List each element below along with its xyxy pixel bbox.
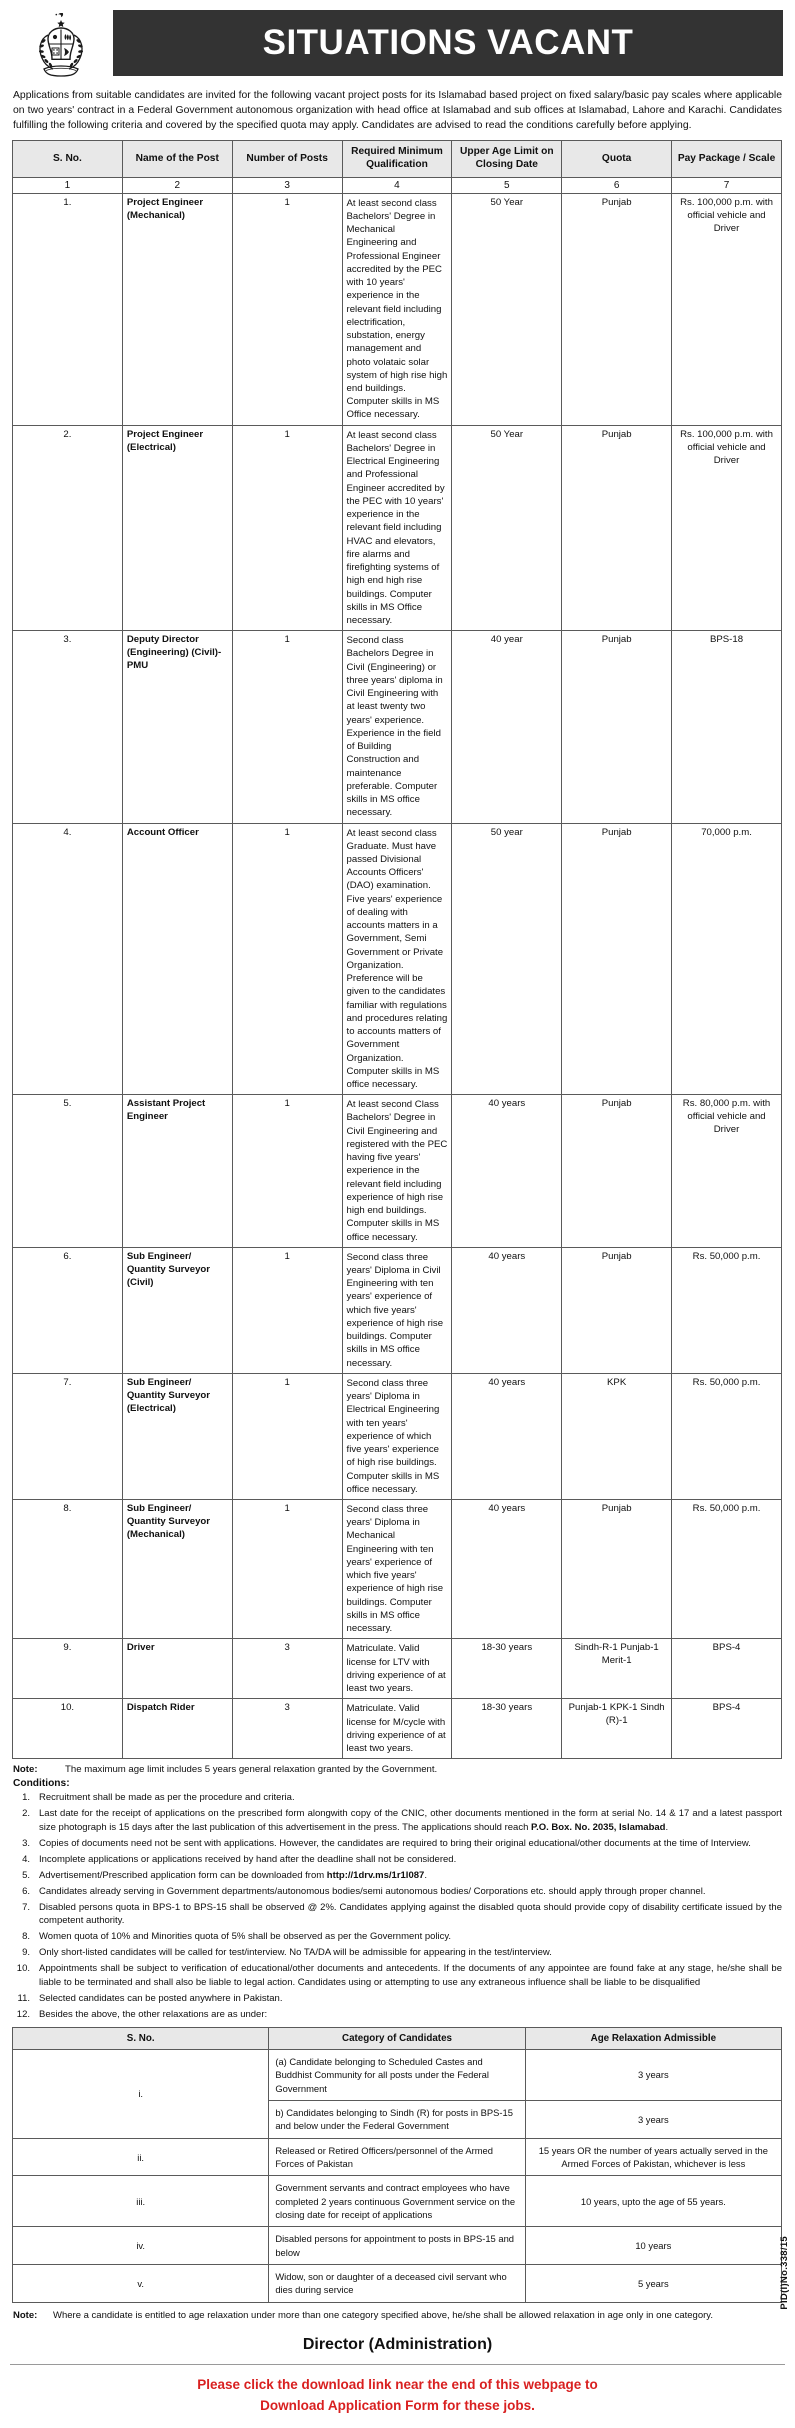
emblem-container (8, 8, 113, 82)
relaxation-final-note (13, 2309, 782, 2322)
relax-serial-number: v. (13, 2265, 269, 2303)
row-serial-number: 7. (13, 1373, 123, 1499)
condition-item (13, 1901, 782, 1928)
download-notice (0, 2365, 795, 2428)
vacancies-table-head (13, 141, 782, 178)
table-row (13, 2265, 782, 2303)
condition-number: 8. (22, 1931, 30, 1943)
condition-text (39, 1837, 782, 1850)
condition-body: Women quota of 10% and Minorities quota of 5% shall be observed as per the Government policy. (39, 1931, 452, 1943)
row-serial-number: 5. (13, 1095, 123, 1248)
row-age-limit: 40 year (452, 631, 562, 823)
condition-body: Advertisement/Prescribed application form can be downloaded from (39, 1869, 327, 1881)
age-note-text: The maximum age limit includes 5 years general relaxation granted by the Government. (65, 1764, 438, 1776)
condition-item (13, 1869, 782, 1882)
row-qualification: Second class three years' Diploma in Civil Engineering with ten years' experience of which five years' experience of high rise buildings. Computer skills in MS office necessary. (342, 1247, 452, 1373)
table-row (13, 193, 782, 425)
condition-item (13, 1853, 782, 1866)
relax-serial-number: ii. (13, 2138, 269, 2176)
condition-tail: . (424, 1869, 427, 1881)
column-number: 2 (122, 177, 232, 193)
relax-category: Disabled persons for appointment to posts in BPS-15 and below (269, 2227, 525, 2265)
row-quota: Punjab (562, 1500, 672, 1639)
row-age-limit: 50 year (452, 823, 562, 1095)
condition-emphasis[interactable]: http://1drv.ms/1r1l087 (326, 1869, 425, 1881)
row-pay-package: 70,000 p.m. (672, 823, 782, 1095)
row-post-name: Sub Engineer/ Quantity Surveyor (Electrical) (122, 1373, 232, 1499)
relax-age: 15 years OR the number of years actually served in the Armed Forces of Pakistan, whichever is less (525, 2138, 781, 2176)
row-number-of-posts: 1 (232, 425, 342, 631)
row-serial-number: 2. (13, 425, 123, 631)
condition-body: Copies of documents need not be sent with applications. However, the candidates are required to bring their original educational/other documents at the time of Interview. (39, 1837, 751, 1849)
row-number-of-posts: 1 (232, 1247, 342, 1373)
column-number: 7 (672, 177, 782, 193)
col-header-qual: Required Minimum Qualification (342, 141, 452, 178)
row-number-of-posts: 3 (232, 1639, 342, 1699)
condition-item (13, 2008, 782, 2021)
relax-serial-number: iii. (13, 2176, 269, 2227)
condition-body: Last date for the receipt of applications on the prescribed form alongwith copy of the CNIC, other documents mentioned in the form at serial No. 14 & 17 and a latest passport size photograph is 15 days after the last publication of this advertisement in the press. The applications should reach (39, 1808, 782, 1833)
table-row (13, 1639, 782, 1699)
row-age-limit: 40 years (452, 1247, 562, 1373)
row-qualification: At least second Class Bachelors' Degree in Civil Engineering and registered with the PEC having five years' experience in the relevant field including experience of high rise high end buildings. Computer skills in MS office necessary. (342, 1095, 452, 1248)
row-age-limit: 40 years (452, 1373, 562, 1499)
row-qualification: At least second class Bachelors' Degree in Mechanical Engineering and Professional Engineer accredited by the PEC with 10 years' experience in the relevant field including electrification, substation, energy management and photo volataic solar system of high rise high end buildings. Computer skills in MS Office necessary. (342, 193, 452, 425)
row-post-name: Sub Engineer/ Quantity Surveyor (Civil) (122, 1247, 232, 1373)
row-serial-number: 1. (13, 193, 123, 425)
row-post-name: Project Engineer (Mechanical) (122, 193, 232, 425)
table-row (13, 823, 782, 1095)
table-row (13, 1373, 782, 1499)
condition-item (13, 1992, 782, 2005)
row-pay-package: Rs. 50,000 p.m. (672, 1500, 782, 1639)
relax-age: 3 years (525, 2049, 781, 2100)
row-serial-number: 10. (13, 1699, 123, 1759)
row-post-name: Account Officer (122, 823, 232, 1095)
row-number-of-posts: 1 (232, 1095, 342, 1248)
col-header-pay: Pay Package / Scale (672, 141, 782, 178)
column-number-row (13, 177, 782, 193)
age-note (13, 1764, 782, 1775)
condition-item (13, 1962, 782, 1989)
table-row (13, 1247, 782, 1373)
row-pay-package: BPS-4 (672, 1639, 782, 1699)
condition-number: 6. (22, 1885, 30, 1897)
row-age-limit: 18-30 years (452, 1699, 562, 1759)
condition-text (39, 1807, 782, 1834)
row-quota: Punjab (562, 193, 672, 425)
column-number: 1 (13, 177, 123, 193)
row-quota: Punjab (562, 425, 672, 631)
row-number-of-posts: 1 (232, 823, 342, 1095)
condition-item (13, 1837, 782, 1850)
row-quota: Punjab (562, 823, 672, 1095)
row-qualification: Second class Bachelors Degree in Civil (Engineering) or three years' diploma in Civil Engineering with at least twenty two years' experience. Experience in the field of Building Construction and maintenance preferable. Computer skills in MS office necessary. (342, 631, 452, 823)
table-row (13, 631, 782, 823)
condition-body: Incomplete applications or applications received by hand after the deadline shall not be considered. (39, 1853, 457, 1865)
condition-text (39, 1930, 782, 1943)
page-header (8, 8, 787, 82)
condition-text (39, 1853, 782, 1866)
row-serial-number: 3. (13, 631, 123, 823)
signatory: Director (Administration) (302, 2336, 493, 2354)
condition-text (39, 1962, 782, 1989)
row-age-limit: 50 Year (452, 425, 562, 631)
condition-item (13, 1791, 782, 1804)
row-pay-package: Rs. 80,000 p.m. with official vehicle and Driver (672, 1095, 782, 1248)
relax-age: 10 years, upto the age of 55 years. (525, 2176, 781, 2227)
relaxation-header-row (13, 2027, 782, 2049)
row-quota: Sindh-R-1 Punjab-1 Merit-1 (562, 1639, 672, 1699)
row-quota: Punjab (562, 1247, 672, 1373)
row-qualification: Matriculate. Valid license for LTV with driving experience of at least two years. (342, 1639, 452, 1699)
row-post-name: Dispatch Rider (122, 1699, 232, 1759)
row-quota: Punjab (562, 631, 672, 823)
row-post-name: Sub Engineer/ Quantity Surveyor (Mechanical) (122, 1500, 232, 1639)
final-note-text: Where a candidate is entitled to age relaxation under more than one category specified above, he/she shall be allowed relaxation in age only in one category. (53, 2309, 713, 2321)
col-header-number: Number of Posts (232, 141, 342, 178)
final-note-label: Note: (13, 2309, 38, 2321)
condition-text (39, 1992, 782, 2005)
condition-item (13, 1807, 782, 1834)
col-header-quota: Quota (562, 141, 672, 178)
row-qualification: Second class three years' Diploma in Mechanical Engineering with ten years' experience of which five years' experience of high rise buildings. Computer skills in MS office necessary. (342, 1500, 452, 1639)
relax-age: 3 years (525, 2101, 781, 2139)
age-note-label: Note: (13, 1764, 38, 1776)
condition-emphasis: P.O. Box. No. 2035, Islamabad (531, 1821, 666, 1833)
table-row (13, 2176, 782, 2227)
condition-item (13, 1946, 782, 1959)
condition-body: Appointments shall be subject to verification of educational/other documents and antecedents. If the documents of any appointee are found fake at any stage, he/she shall be liable to be terminated and shall also be liable to legal action. Candidates using or attempting to use any extraneous influence shall be liable to be disqualified (39, 1963, 782, 1988)
row-number-of-posts: 1 (232, 1500, 342, 1639)
download-notice-line1: Please click the download link near the end of this webpage to (197, 2377, 598, 2393)
condition-number: 12. (16, 2008, 30, 2020)
row-age-limit: 18-30 years (452, 1639, 562, 1699)
table-row (13, 2049, 782, 2100)
row-age-limit: 40 years (452, 1500, 562, 1639)
condition-item (13, 1885, 782, 1898)
row-quota: Punjab (562, 1095, 672, 1248)
condition-number: 7. (22, 1901, 30, 1913)
row-qualification: At least second class Bachelors' Degree in Electrical Engineering and Professional Engineer accredited by the PEC with 10 years' experience in the relevant field including HVAC and elevators, fire alarms and firefighting systems of high end high rise buildings. Computer skills in MS Office necessary. (342, 425, 452, 631)
row-serial-number: 9. (13, 1639, 123, 1699)
relax-col-header-age: Age Relaxation Admissible (525, 2027, 781, 2049)
row-quota: KPK (562, 1373, 672, 1499)
row-pay-package: BPS-18 (672, 631, 782, 823)
condition-body: Besides the above, the other relaxations are as under: (39, 2008, 268, 2020)
condition-body: Candidates already serving in Government departments/autonomous bodies/semi autonomous bodies/ Corporations etc. should apply through proper channel. (39, 1885, 706, 1897)
relax-age: 5 years (525, 2265, 781, 2303)
table-row (13, 1699, 782, 1759)
table-row (13, 2227, 782, 2265)
relax-serial-number: iv. (13, 2227, 269, 2265)
relax-category: Released or Retired Officers/personnel of the Armed Forces of Pakistan (269, 2138, 525, 2176)
row-age-limit: 50 Year (452, 193, 562, 425)
table-row (13, 425, 782, 631)
title-banner (113, 10, 783, 76)
row-post-name: Assistant Project Engineer (122, 1095, 232, 1248)
row-number-of-posts: 1 (232, 631, 342, 823)
row-serial-number: 8. (13, 1500, 123, 1639)
condition-tail: . (665, 1821, 669, 1833)
condition-body: Only short-listed candidates will be called for test/interview. No TA/DA will be admissible for appearing in the test/interview. (39, 1947, 552, 1959)
row-post-name: Deputy Director (Engineering) (Civil)-PMU (122, 631, 232, 823)
vacancies-table-body (13, 177, 782, 1758)
row-quota: Punjab-1 KPK-1 Sindh (R)-1 (562, 1699, 672, 1759)
row-age-limit: 40 years (452, 1095, 562, 1248)
age-relaxation-table (12, 2027, 782, 2303)
condition-number: 11. (17, 1992, 30, 2004)
column-number: 4 (342, 177, 452, 193)
vacancies-table (12, 140, 782, 1759)
row-serial-number: 6. (13, 1247, 123, 1373)
table-row (13, 1500, 782, 1639)
conditions-list (13, 1791, 782, 2021)
col-header-post: Name of the Post (122, 141, 232, 178)
col-header-sno: S. No. (13, 141, 123, 178)
download-notice-line2: Download Application Form for these jobs. (260, 2397, 535, 2413)
condition-body: Recruitment shall be made as per the procedure and criteria. (39, 1792, 295, 1804)
condition-number: 5. (22, 1869, 30, 1881)
condition-number: 2. (22, 1808, 30, 1820)
row-pay-package: Rs. 50,000 p.m. (672, 1247, 782, 1373)
condition-text (39, 1869, 782, 1882)
condition-text (39, 1791, 782, 1804)
row-qualification: At least second class Graduate. Must have passed Divisional Accounts Officers' (DAO) examination. Five years' experience of dealing with accounts matters in a Government, Semi Government or Private Organization. Preference will be given to the candidates familiar with regulations and procedures relating to accounts matters of Government Organization. Computer skills in MS office necessary. (342, 823, 452, 1095)
relax-age: 10 years (525, 2227, 781, 2265)
relaxation-table-body (13, 2049, 782, 2302)
row-number-of-posts: 3 (232, 1699, 342, 1759)
condition-text (39, 1901, 782, 1928)
column-number: 6 (562, 177, 672, 193)
row-serial-number: 4. (13, 823, 123, 1095)
column-number: 5 (452, 177, 562, 193)
column-number: 3 (232, 177, 342, 193)
condition-body: Disabled persons quota in BPS-1 to BPS-15 shall be observed @ 2%. Candidates applying against the disabled quota should provide copy of disability certificate issued by the competent authority. (39, 1901, 782, 1927)
table-row (13, 2138, 782, 2176)
condition-number: 3. (22, 1837, 30, 1849)
row-pay-package: Rs. 100,000 p.m. with official vehicle and Driver (672, 193, 782, 425)
relax-col-header-category: Category of Candidates (269, 2027, 525, 2049)
pid-number: PID(I)No.338/15 (779, 2236, 790, 2310)
row-qualification: Matriculate. Valid license for M/cycle with driving experience of at least two years. (342, 1699, 452, 1759)
condition-number: 9. (22, 1947, 30, 1959)
relax-serial-number: i. (13, 2049, 269, 2138)
condition-text (39, 1946, 782, 1959)
row-number-of-posts: 1 (232, 193, 342, 425)
table-row (13, 1095, 782, 1248)
intro-paragraph: Applications from suitable candidates are invited for the following vacant project posts for its Islamabad based project on fixed salary/basic pay scales where applicable on two years' contract in a Federal Government autonomous organization with head office at Islamabad and sub offices at Islamabad, Lahore and Karachi. Candidates fulfilling the following criteria and covered by the specified quota may apply. Candidates are advised to read the conditions carefully before applying. (13, 90, 782, 132)
row-pay-package: Rs. 100,000 p.m. with official vehicle and Driver (672, 425, 782, 631)
row-qualification: Second class three years' Diploma in Electrical Engineering with ten years' experience of which five years' experience of high rise buildings. Computer skills in MS office necessary. (342, 1373, 452, 1499)
conditions-heading: Conditions: (13, 1778, 70, 1790)
relaxation-table-head (13, 2027, 782, 2049)
row-post-name: Driver (122, 1639, 232, 1699)
row-number-of-posts: 1 (232, 1373, 342, 1499)
condition-body: Selected candidates can be posted anywhere in Pakistan. (39, 1992, 283, 2004)
relax-category: Widow, son or daughter of a deceased civil servant who dies during service (269, 2265, 525, 2303)
condition-item (13, 1930, 782, 1943)
condition-number: 4. (22, 1853, 30, 1865)
condition-number: 10. (16, 1963, 30, 1975)
row-pay-package: BPS-4 (672, 1699, 782, 1759)
row-post-name: Project Engineer (Electrical) (122, 425, 232, 631)
table-header-row (13, 141, 782, 178)
relax-col-header-sno: S. No. (13, 2027, 269, 2049)
relax-category: Government servants and contract employees who have completed 2 years continuous Government service on the closing date for receipt of applications (269, 2176, 525, 2227)
pakistan-state-emblem-icon (30, 11, 92, 79)
relax-category: (a) Candidate belonging to Scheduled Castes and Buddhist Community for all posts under the Federal Government (269, 2049, 525, 2100)
condition-text (39, 1885, 782, 1898)
col-header-age: Upper Age Limit on Closing Date (452, 141, 562, 178)
relax-category: b) Candidates belonging to Sindh (R) for posts in BPS-15 and below under the Federal Government (269, 2101, 525, 2139)
page-title: SITUATIONS VACANT (262, 23, 634, 62)
row-pay-package: Rs. 50,000 p.m. (672, 1373, 782, 1499)
condition-text (39, 2008, 782, 2021)
condition-number: 1. (22, 1792, 30, 1804)
